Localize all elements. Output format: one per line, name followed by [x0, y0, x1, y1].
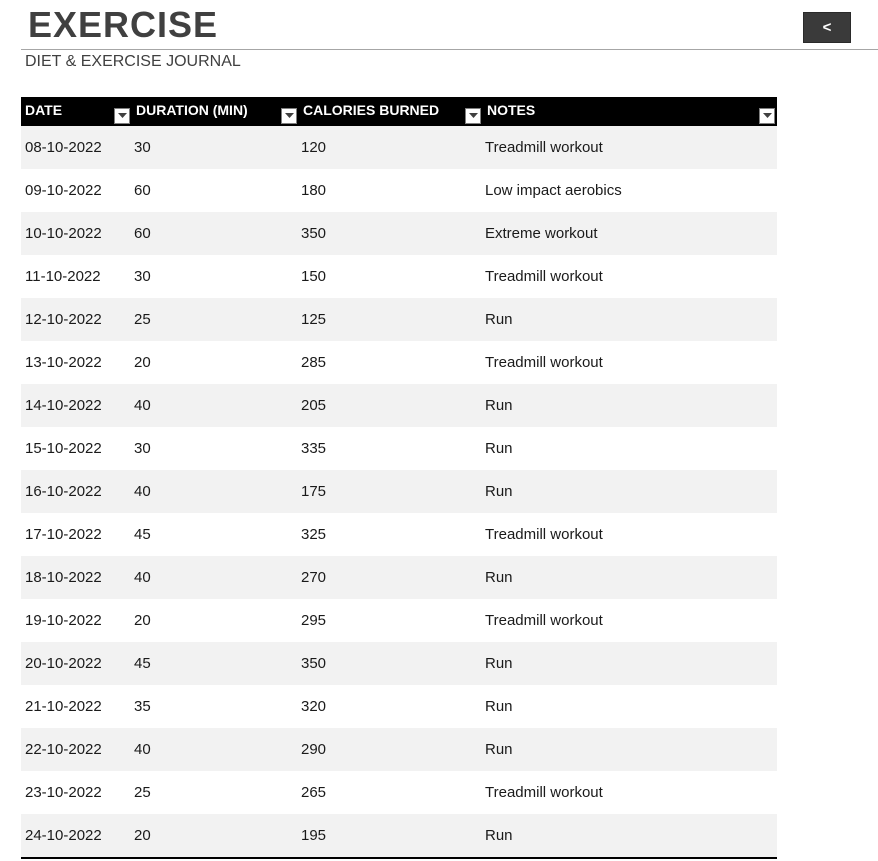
table-row[interactable]: [21, 341, 777, 384]
cell-duration[interactable]: 60: [134, 182, 151, 199]
column-header-label: NOTES: [487, 102, 536, 118]
cell-calories[interactable]: 125: [301, 311, 327, 328]
cell-calories[interactable]: 150: [301, 268, 327, 285]
cell-calories[interactable]: 265: [301, 784, 327, 801]
title-divider: [21, 49, 878, 50]
column-header-duration: [132, 97, 299, 126]
cell-date[interactable]: 23-10-2022: [25, 784, 102, 801]
table-row[interactable]: [21, 814, 777, 857]
cell-notes[interactable]: Treadmill workout: [485, 139, 603, 156]
table-body: [21, 126, 777, 857]
table-row[interactable]: [21, 427, 777, 470]
cell-duration[interactable]: 60: [134, 225, 151, 242]
cell-notes[interactable]: Run: [485, 741, 513, 758]
cell-notes[interactable]: Treadmill workout: [485, 526, 603, 543]
cell-duration[interactable]: 40: [134, 741, 151, 758]
cell-calories[interactable]: 335: [301, 440, 327, 457]
column-header-label: DATE: [25, 102, 63, 118]
cell-date[interactable]: 14-10-2022: [25, 397, 102, 414]
column-header-label: DURATION (MIN): [136, 102, 248, 118]
table-row[interactable]: [21, 513, 777, 556]
cell-date[interactable]: 20-10-2022: [25, 655, 102, 672]
cell-date[interactable]: 17-10-2022: [25, 526, 102, 543]
cell-duration[interactable]: 30: [134, 440, 151, 457]
cell-duration[interactable]: 25: [134, 311, 151, 328]
cell-duration[interactable]: 30: [134, 139, 151, 156]
back-button[interactable]: [803, 12, 851, 43]
table-row[interactable]: [21, 470, 777, 513]
table-row[interactable]: [21, 556, 777, 599]
table-row[interactable]: [21, 126, 777, 169]
cell-duration[interactable]: 40: [134, 483, 151, 500]
table-row[interactable]: [21, 685, 777, 728]
table-row[interactable]: [21, 255, 777, 298]
cell-notes[interactable]: Treadmill workout: [485, 268, 603, 285]
filter-dropdown-icon[interactable]: [759, 108, 775, 124]
table-header-row: [21, 97, 777, 126]
table-row[interactable]: [21, 728, 777, 771]
cell-calories[interactable]: 120: [301, 139, 327, 156]
cell-date[interactable]: 18-10-2022: [25, 569, 102, 586]
table-row[interactable]: [21, 642, 777, 685]
cell-duration[interactable]: 20: [134, 354, 151, 371]
exercise-table: [21, 97, 777, 859]
cell-notes[interactable]: Run: [485, 397, 513, 414]
cell-notes[interactable]: Extreme workout: [485, 225, 598, 242]
cell-calories[interactable]: 270: [301, 569, 327, 586]
cell-duration[interactable]: 40: [134, 397, 151, 414]
cell-date[interactable]: 10-10-2022: [25, 225, 102, 242]
cell-notes[interactable]: Run: [485, 655, 513, 672]
cell-notes[interactable]: Treadmill workout: [485, 784, 603, 801]
cell-notes[interactable]: Run: [485, 483, 513, 500]
cell-date[interactable]: 13-10-2022: [25, 354, 102, 371]
column-header-label: CALORIES BURNED: [303, 102, 440, 118]
cell-date[interactable]: 19-10-2022: [25, 612, 102, 629]
filter-dropdown-icon[interactable]: [465, 108, 481, 124]
cell-duration[interactable]: 30: [134, 268, 151, 285]
cell-date[interactable]: 15-10-2022: [25, 440, 102, 457]
cell-date[interactable]: 16-10-2022: [25, 483, 102, 500]
table-row[interactable]: [21, 384, 777, 427]
column-header-calories: [299, 97, 483, 126]
cell-duration[interactable]: 25: [134, 784, 151, 801]
cell-calories[interactable]: 195: [301, 827, 327, 844]
cell-duration[interactable]: 40: [134, 569, 151, 586]
cell-calories[interactable]: 295: [301, 612, 327, 629]
cell-notes[interactable]: Low impact aerobics: [485, 182, 622, 199]
cell-duration[interactable]: 20: [134, 612, 151, 629]
filter-dropdown-icon[interactable]: [281, 108, 297, 124]
cell-notes[interactable]: Run: [485, 440, 513, 457]
cell-date[interactable]: 09-10-2022: [25, 182, 102, 199]
cell-duration[interactable]: 45: [134, 655, 151, 672]
cell-calories[interactable]: 285: [301, 354, 327, 371]
cell-calories[interactable]: 205: [301, 397, 327, 414]
cell-date[interactable]: 11-10-2022: [25, 268, 101, 285]
cell-date[interactable]: 22-10-2022: [25, 741, 102, 758]
cell-calories[interactable]: 180: [301, 182, 327, 199]
cell-date[interactable]: 24-10-2022: [25, 827, 102, 844]
cell-duration[interactable]: 45: [134, 526, 151, 543]
table-row[interactable]: [21, 771, 777, 814]
cell-calories[interactable]: 350: [301, 225, 327, 242]
cell-duration[interactable]: 20: [134, 827, 151, 844]
cell-date[interactable]: 08-10-2022: [25, 139, 102, 156]
cell-date[interactable]: 21-10-2022: [25, 698, 102, 715]
back-arrow-icon: <: [822, 19, 832, 36]
cell-notes[interactable]: Treadmill workout: [485, 354, 603, 371]
cell-duration[interactable]: 35: [134, 698, 151, 715]
table-row[interactable]: [21, 169, 777, 212]
cell-calories[interactable]: 175: [301, 483, 327, 500]
table-bottom-border: [21, 857, 777, 859]
cell-notes[interactable]: Run: [485, 827, 513, 844]
cell-notes[interactable]: Run: [485, 569, 513, 586]
column-header-date: [21, 97, 132, 126]
page-subtitle: DIET & EXERCISE JOURNAL: [25, 53, 241, 70]
cell-calories[interactable]: 320: [301, 698, 327, 715]
table-row[interactable]: [21, 298, 777, 341]
cell-notes[interactable]: Run: [485, 311, 513, 328]
page-title: EXERCISE: [28, 4, 219, 45]
cell-date[interactable]: 12-10-2022: [25, 311, 102, 328]
table-row[interactable]: [21, 212, 777, 255]
cell-notes[interactable]: Treadmill workout: [485, 612, 603, 629]
cell-notes[interactable]: Run: [485, 698, 513, 715]
cell-calories[interactable]: 290: [301, 741, 327, 758]
cell-calories[interactable]: 325: [301, 526, 327, 543]
table-row[interactable]: [21, 599, 777, 642]
column-header-notes: [483, 97, 777, 126]
filter-dropdown-icon[interactable]: [114, 108, 130, 124]
cell-calories[interactable]: 350: [301, 655, 327, 672]
